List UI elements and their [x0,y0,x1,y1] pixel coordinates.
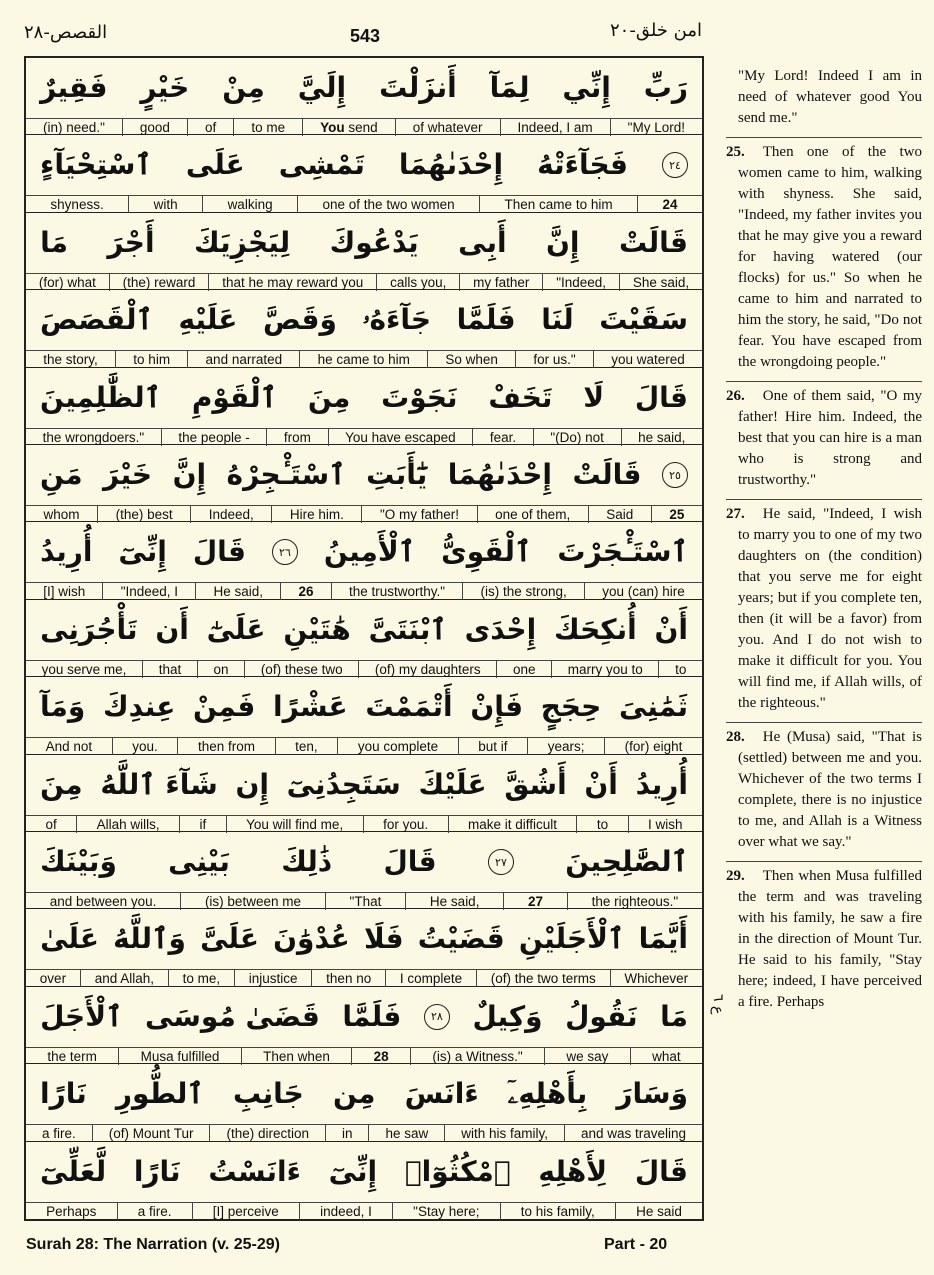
verse-row [26,135,702,212]
ayah-number-marker: ٢٨ [424,1004,450,1030]
arabic-word: عَلَى [185,148,245,182]
arabic-word: ٱلْقَوْمِ [191,380,278,414]
arabic-word: وَمَآ [40,690,86,724]
arabic-word: لِيَجْزِيَكَ [194,225,291,259]
page-number: 543 [349,26,381,46]
gloss-cell: So when [427,351,515,368]
arabic-line [26,832,702,892]
english-gloss-line [26,1124,702,1142]
gloss-cell: "Indeed, I [102,583,195,600]
gloss-cell: that he may reward you [208,274,376,291]
arabic-word: بِأَهْلِهِۦٓ [507,1077,588,1111]
gloss-cell: Hire him. [271,506,361,523]
arabic-word: قَالَ [634,380,688,414]
gloss-cell: to me [233,119,302,136]
arabic-word: أُرِيدُ [635,767,688,801]
gloss-cell: I complete [385,970,476,987]
gloss-cell: to [658,661,702,678]
gloss-cell: (is) a Witness." [410,1048,544,1065]
gloss-cell: injustice [234,970,311,987]
arabic-word: أَنْ [654,612,688,646]
english-gloss-line [26,660,702,678]
gloss-cell: (the) direction [209,1125,325,1142]
english-gloss-line [26,195,702,213]
arabic-line [26,600,702,660]
arabic-word: ٱسْتَـْٔجَرْتَ [557,535,688,569]
gloss-cell: you complete [337,738,457,755]
verse-row [26,522,702,599]
arabic-word: سَتَجِدُنِىٓ [286,767,401,801]
gloss-cell: (of) my daughters [358,661,496,678]
gloss-cell: a fire. [41,1126,76,1142]
gloss-cell: years; [527,738,604,755]
gloss-cell: of [45,816,57,832]
gloss-cell: walking [202,196,297,213]
verse-number: 29. [726,868,745,884]
arabic-word: إِنِّىٓ [118,535,167,569]
english-gloss-line [26,428,702,446]
arabic-line [26,213,702,273]
gloss-cell: 27 [503,893,567,910]
arabic-word: عَلَيْهِ [178,303,238,337]
gloss-cell: one [496,661,551,678]
ayah-number-marker: ٢٧ [488,849,514,875]
arabic-word: عَلَىٰٓ [206,612,266,646]
arabic-line [26,58,702,118]
translation-paragraph [726,62,922,138]
ayah-number-marker: ٢٤ [662,152,688,178]
gloss-cell: Perhaps [46,1203,97,1219]
arabic-word: نَارًا [133,1154,181,1188]
gloss-cell: the righteous." [567,893,702,910]
arabic-word: شَآءَ ٱللَّهُ [100,767,218,801]
arabic-word: أَنزَلْتَ [379,71,457,104]
arabic-word: رَبِّ [643,71,688,104]
english-gloss-line [26,582,702,600]
gloss-cell: my father [459,274,542,291]
arabic-line [26,909,702,969]
arabic-word: ٱلْأَجَلَ [40,999,123,1033]
gloss-cell: [I] perceive [192,1203,299,1220]
arabic-word: ثَمَٰنِىَ [618,690,688,724]
gloss-cell: (is) between me [180,893,325,910]
page-header [0,0,934,52]
arabic-word: ٱبْنَتَىَّ [368,612,447,646]
gloss-cell: "My Lord! [610,119,702,136]
arabic-line [26,1064,702,1124]
gloss-cell: shyness. [50,197,104,213]
gloss-cell: And not [45,739,93,755]
arabic-word: حِجَجٍ [540,690,602,724]
gloss-cell: of whatever [395,119,500,136]
gloss-cell: (for) eight [604,738,702,755]
arabic-line [26,445,702,505]
translation-paragraph [726,723,922,862]
arabic-line [26,368,702,428]
arabic-word: إِحْدَىٰهُمَا [398,148,504,182]
gloss-cell: (of) these two [244,661,358,678]
arabic-word: ٱلظَّٰلِمِينَ [40,380,162,414]
english-gloss-line [26,1202,702,1220]
english-gloss-line [26,118,702,136]
arabic-word: أَنْ [584,767,618,801]
gloss-cell: you. [112,738,178,755]
ayah-number-marker: ٢٥ [662,462,688,488]
arabic-word: فَلَمَّا [456,303,516,337]
gloss-cell: Indeed, I am [500,119,610,136]
arabic-word: ٱلطُّورِ [115,1077,204,1111]
arabic-word: ٱلصَّٰلِحِينَ [565,845,688,878]
gloss-cell: in [325,1125,368,1142]
translation-text: Then one of the two women came to him, walking with shyness. She said, "Indeed, my father invites you that he may give you a reward for having watered (our flocks) for us." So when he came to him and narrated to him the story, he said, "Do not fear. You have escaped from the wrongdoing people." [738,144,922,370]
arabic-word: لِأَهْلِهِ [538,1154,608,1188]
arabic-word: قَالَ [192,535,246,569]
english-gloss-line [26,737,702,755]
gloss-cell: that [142,661,197,678]
arabic-word: تَمْشِى [278,148,365,182]
gloss-cell: then no [311,970,385,987]
arabic-word: أُرِيدُ [40,535,93,569]
gloss-cell: indeed, I [299,1203,392,1220]
gloss-cell: (the) best [97,506,190,523]
gloss-cell: He said, [195,583,280,600]
arabic-word: قَالَ [634,1154,688,1188]
gloss-cell: good [122,119,187,136]
arabic-word: جَآءَهُۥ [362,303,432,337]
arabic-word: تَخَفْ [488,380,553,414]
arabic-word: إِحْدَىٰهُمَا [447,458,553,491]
gloss-cell: the term [47,1048,97,1064]
gloss-cell: 24 [637,196,702,213]
gloss-cell: the wrongdoers." [42,429,145,445]
gloss-cell: and was traveling [564,1125,702,1142]
english-gloss-line [26,350,702,368]
gloss-cell: "Indeed, [542,274,619,291]
arabic-word: عَلَيْكَ [418,767,487,801]
juz-name-header: امن خلق-٢٠ [609,20,702,41]
arabic-word: فَلَا [363,922,404,956]
arabic-word: قَالَتْ [572,458,642,491]
gloss-cell: Said [588,506,651,523]
verse-number: 27. [726,506,745,522]
arabic-word: إِنِّي [562,71,611,104]
verse-row [26,445,702,522]
verse-row [26,1142,702,1219]
arabic-word: مَنِ [40,458,83,491]
gloss-cell: the trustworthy." [331,583,463,600]
gloss-cell: ten, [275,738,338,755]
gloss-cell: Allah wills, [76,816,179,833]
gloss-cell: I wish [628,816,702,833]
arabic-word: ٱلْقَوِىُّ [441,535,532,569]
word-by-word-grid [24,56,704,1221]
translation-paragraph [726,138,922,382]
gloss-cell: fear. [472,429,532,446]
gloss-cell: you watered [593,351,702,368]
gloss-cell: and narrated [187,351,299,368]
arabic-word: أَيَّمَا [638,922,688,956]
arabic-word: أُنكِحَكَ [554,612,637,646]
arabic-word: مِنَ [40,767,83,801]
arabic-word: قَضَىٰ مُوسَى [145,999,320,1033]
ayah-number-marker: ٢٦ [272,539,298,565]
verse-row [26,832,702,909]
arabic-word: يَدْعُوكَ [329,225,419,259]
arabic-line [26,1142,702,1202]
gloss-cell: the story, [43,352,98,368]
translation-paragraph [726,862,922,1021]
verse-number: 28. [726,729,745,745]
arabic-word: إِحْدَى [464,612,537,646]
gloss-cell: You send [302,119,395,136]
verse-row [26,58,702,135]
arabic-word: لَّعَلِّىٓ [40,1154,107,1188]
arabic-word: ءَانَسْتُ [208,1154,301,1188]
arabic-word: قَالَ [383,845,437,878]
gloss-cell: whom [43,507,80,522]
gloss-cell: and between you. [49,894,157,909]
arabic-word: وَسَارَ [616,1077,688,1111]
gloss-cell: (for) what [38,274,96,290]
gloss-cell: marry you to [551,661,658,678]
arabic-line [26,290,702,350]
gloss-cell: from [266,429,327,446]
arabic-word: إِن [235,767,269,801]
part-footer: Part - 20 [604,1236,668,1253]
verse-row [26,1064,702,1141]
gloss-cell: She said, [619,274,702,291]
gloss-cell: to me, [168,970,234,987]
gloss-cell: He said [615,1203,702,1220]
arabic-word: ٱلْأَمِينُ [323,535,416,569]
arabic-word: وَٱللَّهُ [113,922,186,956]
arabic-word: خَيْرٍ [140,71,190,104]
arabic-word: عَشْرًا [273,690,348,724]
arabic-line [26,677,702,737]
gloss-cell: You will find me, [226,816,363,833]
gloss-cell: we say [544,1048,630,1065]
translation-text: He (Musa) said, "That is (settled) between me and you. Whichever of the two terms I complete, there is no injustice to me, and Allah is a Witness over what we say." [738,729,922,850]
arabic-word: أَبِى [458,225,507,259]
gloss-cell: over [39,971,67,987]
verse-row [26,677,702,754]
gloss-cell: you serve me, [41,661,127,677]
verse-row [26,290,702,367]
gloss-cell: "(Do) not [533,429,621,446]
gloss-cell: to him [115,351,187,368]
arabic-word: نَقُولُ [565,999,638,1033]
gloss-cell: with [128,196,202,213]
arabic-word: مِنَ [307,380,351,414]
gloss-cell: if [179,816,226,833]
arabic-word: عَلَىَّ [200,922,259,956]
surah-footer: Surah 28: The Narration (v. 25-29) [26,1236,280,1253]
gloss-cell: a fire. [117,1203,192,1220]
arabic-word: ٱلْقَصَصَ [40,303,153,337]
arabic-word: عِندِكَ [102,690,176,724]
gloss-cell: the people - [161,429,267,446]
translation-column [726,62,922,1021]
translation-text: "My Lord! Indeed I am in need of whatever good You send me." [738,68,922,126]
translation-paragraph [726,382,922,500]
gloss-cell: Indeed, [190,506,271,523]
arabic-word: إِنَّ [172,458,207,491]
gloss-cell: then from [177,738,274,755]
gloss-cell: (of) the two terms [476,970,610,987]
gloss-cell: He said, [405,893,503,910]
gloss-cell: 28 [351,1048,410,1065]
arabic-word: مِنْ [222,71,265,104]
arabic-word: فَإِنْ [470,690,524,724]
gloss-cell: one of them, [477,506,588,523]
gloss-cell: what [630,1048,702,1065]
arabic-word: قَضَيْتُ [417,922,505,956]
arabic-line [26,755,702,815]
gloss-cell: on [197,661,244,678]
gloss-cell: with his family, [444,1125,564,1142]
gloss-cell: one of the two women [297,196,479,213]
arabic-word: ذَٰلِكَ [281,845,333,878]
gloss-cell: of [187,119,233,136]
arabic-word: ٱمْكُثُوٓا۟ [404,1154,511,1188]
arabic-word: إِنِّىٓ [328,1154,378,1188]
gloss-cell: (is) the strong, [462,583,584,600]
verse-number: 26. [726,388,745,404]
verse-row [26,909,702,986]
arabic-word: عُدْوَٰنَ [273,922,350,956]
arabic-word: ٱلْأَجَلَيْنِ [518,922,625,956]
gloss-cell: "That [325,893,405,910]
arabic-word: نَجَوْتَ [381,380,458,414]
gloss-cell: "Stay here; [392,1203,500,1220]
arabic-word: ٱسْتَـْٔجِرْهُ [226,458,346,491]
translation-text: Then when Musa fulfilled the term and was traveling with his family, he saw a fire in the direction of Mount Tur. He said to his family, "Stay here; indeed, I have perceived a fire. Perhaps [738,868,922,1010]
arabic-word: وَكِيلٌ [472,999,543,1033]
gloss-cell: Then when [241,1048,352,1065]
arabic-word: إِنَّ [546,225,580,259]
verse-row [26,600,702,677]
gloss-cell: but if [458,738,527,755]
arabic-word: مَا [660,999,688,1033]
gloss-cell: you (can) hire [584,583,702,600]
gloss-cell: for you. [363,816,448,833]
verse-row [26,368,702,445]
arabic-line [26,987,702,1047]
gloss-cell: Musa fulfilled [118,1048,241,1065]
gloss-cell: and Allah, [80,970,168,987]
english-gloss-line [26,1047,702,1065]
gloss-cell: (the) reward [109,274,209,291]
gloss-cell: 26 [280,583,330,600]
gloss-cell: make it difficult [448,816,577,833]
arabic-word: وَقَصَّ [262,303,337,337]
gloss-cell: for us." [515,351,593,368]
arabic-word: مِن [332,1077,376,1111]
gloss-cell: "O my father! [361,506,476,523]
verse-number: 25. [726,144,745,160]
arabic-word: لَا [583,380,605,414]
gloss-cell: he saw [368,1125,444,1142]
arabic-word: لِمَآ [489,71,530,104]
arabic-word: قَالَتْ [618,225,688,259]
arabic-word: فَجَآءَتْهُ [537,148,628,182]
arabic-word: ٱسْتِحْيَآءٍ [40,148,152,182]
gloss-cell: Whichever [610,970,702,987]
translation-paragraph [726,500,922,723]
surah-name-header: القصص-٢٨ [24,22,108,43]
arabic-word: هَٰتَيْنِ [283,612,351,646]
english-gloss-line [26,273,702,291]
arabic-word: ءَانَسَ [404,1077,479,1111]
arabic-word: بَيْنِى [168,845,230,878]
gloss-cell: (in) need." [43,120,105,135]
arabic-word: تَأْجُرَنِى [40,612,138,646]
gloss-cell: he said, [621,429,702,446]
gloss-cell: You have escaped [328,429,473,446]
arabic-word: يَٰٓأَبَتِ [366,458,428,491]
arabic-word: أَن [155,612,189,646]
arabic-word: مَا [40,225,68,259]
arabic-word: عَلَىٰ [40,922,99,956]
arabic-word: أَتْمَمْتَ [365,690,453,724]
arabic-word: أَشُقَّ [504,767,567,801]
translation-text: One of them said, "O my father! Hire him. Indeed, the best that you can hire is a man who is strong and trustworthy." [738,388,922,488]
arabic-word: أَجْرَ [107,225,155,259]
gloss-cell: 25 [651,506,702,523]
gloss-cell: calls you, [376,274,459,291]
arabic-word: سَقَيْتَ [599,303,688,337]
verse-row [26,213,702,290]
arabic-word: لَنَا [541,303,574,337]
verse-row [26,987,702,1064]
arabic-word: فَمِنْ [193,690,256,724]
arabic-word: نَارًا [40,1077,87,1111]
arabic-line [26,522,702,582]
gloss-cell: (of) Mount Tur [92,1125,210,1142]
english-gloss-line [26,969,702,987]
gloss-cell: to his family, [500,1203,615,1220]
arabic-word: إِلَيَّ [297,71,347,104]
gloss-cell: to [576,816,627,833]
gloss-cell: [I] wish [43,584,86,600]
gloss-cell: he came to him [299,351,427,368]
english-gloss-line [26,815,702,833]
translation-text: He said, "Indeed, I wish to marry you to one of my two daughters on (the condition) that you serve me for eight years; but if you complete ten, then (it will be a favor) from you. And I do not wish to make it difficult for you. You will find me, if Allah wills, of the righteous." [738,506,922,711]
arabic-word: جَانِبِ [232,1077,304,1111]
arabic-word: خَيْرَ [103,458,153,491]
arabic-word: فَلَمَّا [342,999,402,1033]
english-gloss-line [26,892,702,910]
verse-row [26,755,702,832]
arabic-word: وَبَيْنَكَ [40,845,117,878]
gloss-cell: Then came to him [479,196,637,213]
arabic-line [26,135,702,195]
arabic-word: فَقِيرٌ [40,71,108,104]
ruku-marker: ع ٦ [710,994,726,1015]
english-gloss-line [26,505,702,523]
